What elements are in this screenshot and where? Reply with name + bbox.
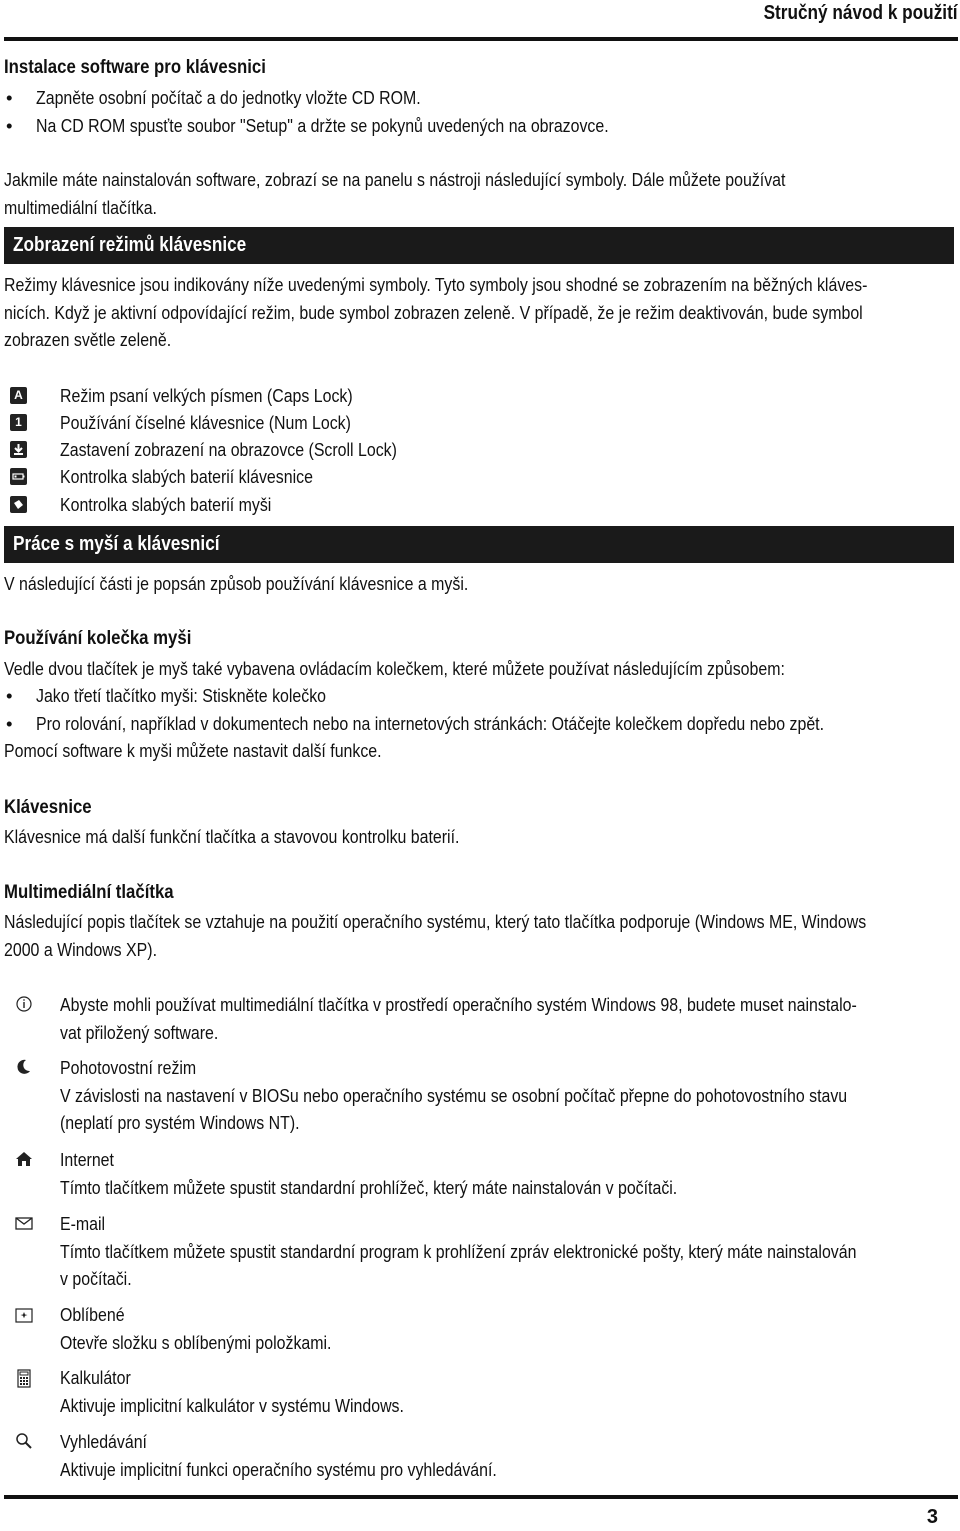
email-envelope-icon [13, 1212, 35, 1234]
wheel-bullet-list [4, 682, 952, 737]
install-bullet-list [4, 84, 702, 139]
search-magnifier-icon [13, 1430, 35, 1452]
mode-item-mouse-battery: Kontrolka slabých baterií myši [4, 491, 306, 518]
wheel-heading: Používání kolečka myši [4, 627, 192, 649]
page-number: 3 [926, 1506, 938, 1528]
favorites-folder-icon [13, 1304, 35, 1326]
multimedia-heading: Multimediální tlačítka [4, 881, 174, 903]
install-paragraph: Jakmile máte nainstalován software, zobrazí se na panelu s nástroji následující symboly. Dále můžete používat multimediální tlačítka. [4, 169, 786, 218]
modes-section-bar: Zobrazení režimů klávesnice [4, 227, 954, 264]
mouse-battery-icon [10, 496, 27, 513]
install-bullet-1: • Zapněte osobní počítač a do jednotky vložte CD ROM. [4, 84, 702, 112]
top-divider [4, 37, 958, 41]
mode-item-keyboard-battery: Kontrolka slabých baterií klávesnice [4, 463, 354, 490]
multimedia-intro: Následující popis tlačítek se vztahuje na použití operačního systému, který tato tlačítka podporuje (Windows ME, Windows 2000 a Windows XP). [4, 911, 867, 960]
modes-paragraph: Režimy klávesnice jsou indikovány níže uvedenými symboly. Tyto symboly jsou shodné se zobrazením na běžných kláves- nicích. Když je aktivní odpovídající režim, bude symbol zobrazen zeleně. V případě, že je režim deaktivován, bude symbol zobrazen světle zeleně. [4, 274, 868, 350]
install-bullet-2: • Na CD ROM spusťte soubor "Setup" a držte se pokynů uvedených na obrazovce. [4, 112, 702, 140]
mouse-keyboard-section-bar: Práce s myší a klávesnicí [4, 526, 954, 563]
num-lock-icon: 1 [10, 414, 27, 431]
install-heading: Instalace software pro klávesnici [4, 56, 266, 78]
bottom-divider [4, 1495, 958, 1499]
info-note-icon [13, 993, 35, 1015]
running-title: Stručný návod k použití [764, 2, 958, 24]
wheel-intro: Vedle dvou tlačítek je myš také vybavena ovládacím kolečkem, které můžete používat následujícím způsobem: [4, 658, 785, 679]
wheel-bullet-2: • Pro rolování, například v dokumentech nebo na internetových stránkách: Otáčejte kolečkem dopředu nebo zpět. [4, 710, 952, 738]
keyboard-battery-icon [10, 468, 27, 485]
mode-item-num-lock: 1 Používání číselné klávesnice (Num Lock) [4, 409, 398, 436]
mode-item-scroll-lock: Zastavení zobrazení na obrazovce (Scroll Lock) [4, 436, 452, 463]
keyboard-heading: Klávesnice [4, 796, 92, 818]
calculator-icon [13, 1367, 35, 1389]
internet-home-icon [13, 1148, 35, 1170]
mouse-keyboard-intro: V následující části je popsán způsob používání klávesnice a myši. [4, 573, 469, 594]
caps-lock-icon: A [10, 387, 27, 404]
standby-moon-icon [13, 1056, 35, 1078]
wheel-bullet-1: • Jako třetí tlačítko myši: Stiskněte kolečko [4, 682, 952, 710]
wheel-outro: Pomocí software k myši můžete nastavit další funkce. [4, 740, 382, 761]
mode-item-caps-lock: A Režim psaní velkých písmen (Caps Lock) [4, 382, 400, 409]
scroll-lock-icon [10, 441, 27, 458]
keyboard-text: Klávesnice má další funkční tlačítka a stavovou kontrolku baterií. [4, 826, 460, 847]
